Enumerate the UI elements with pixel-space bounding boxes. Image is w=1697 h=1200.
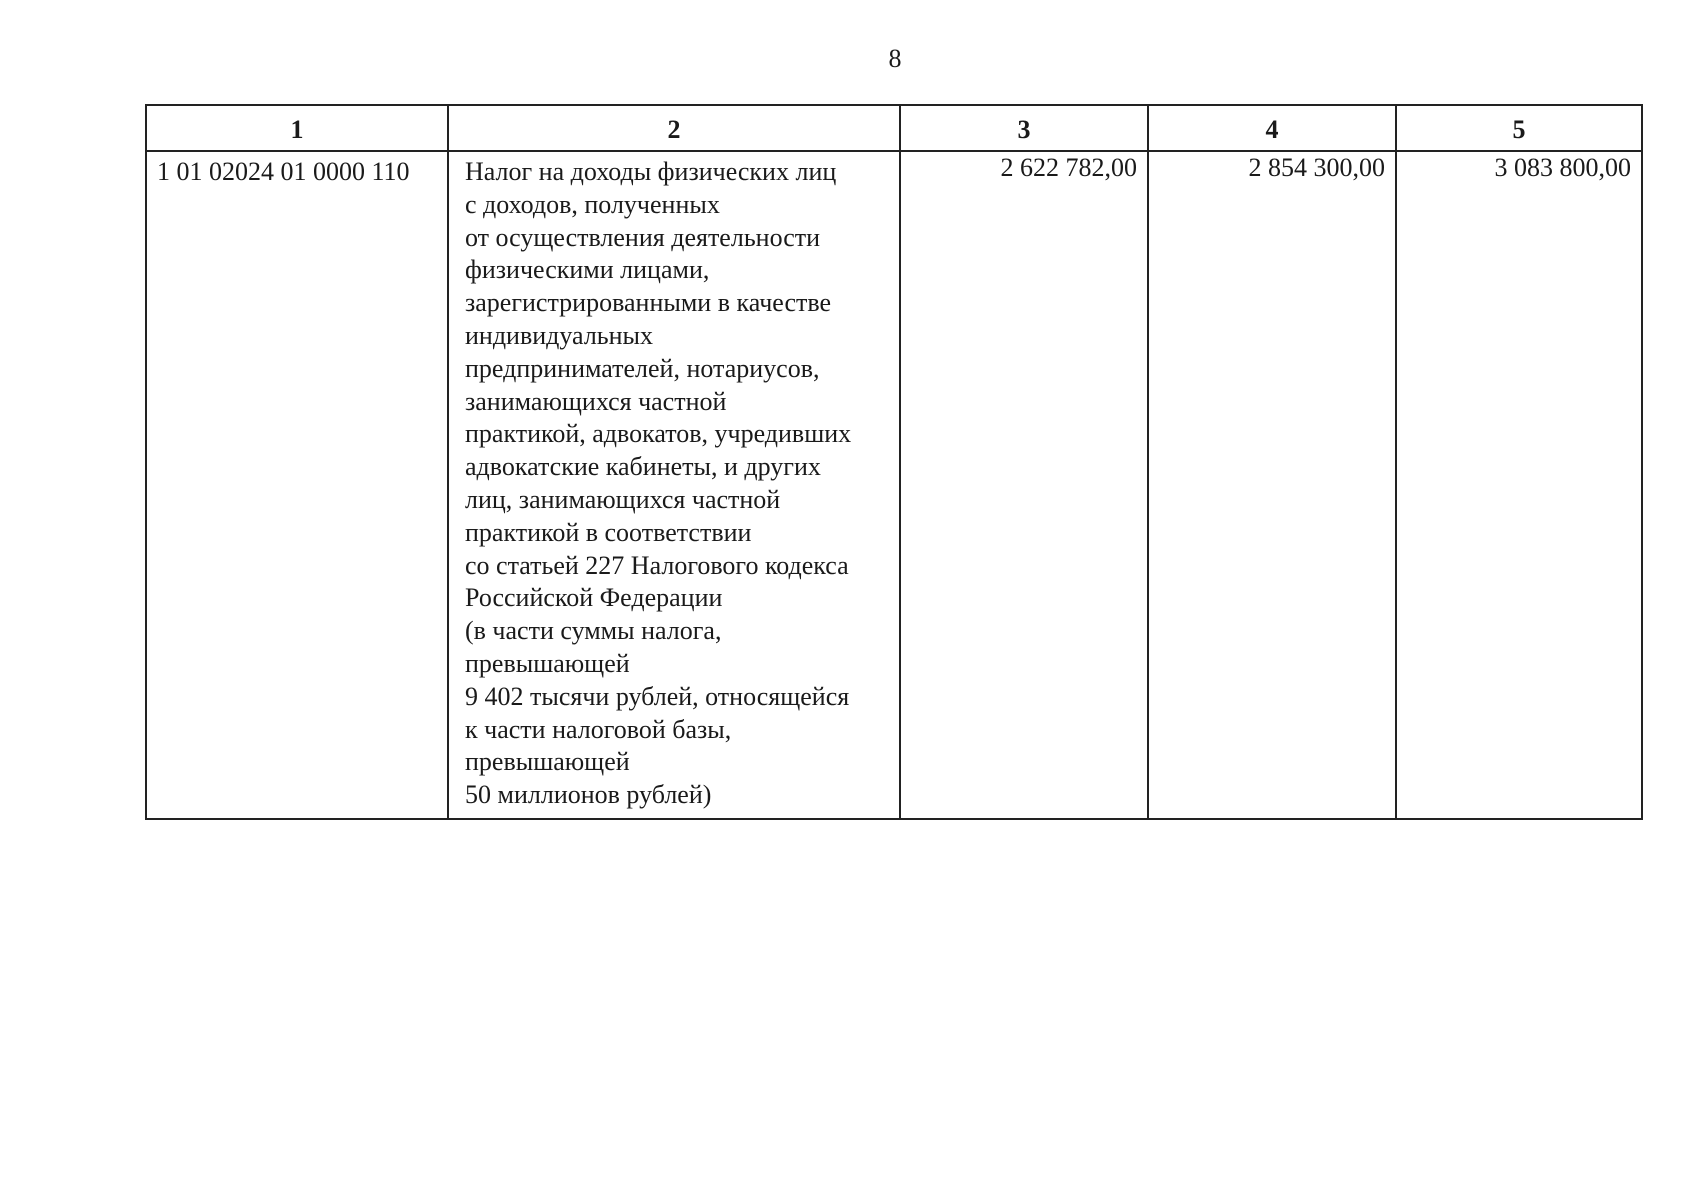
revenue-name-line: к части налоговой базы,	[465, 714, 732, 744]
page-number: 8	[888, 44, 902, 73]
amount-column-4: 2 854 300,00	[1148, 151, 1396, 819]
revenue-name-line: практикой в соответствии	[465, 517, 752, 547]
column-header-3: 3	[900, 105, 1148, 151]
column-header-5: 5	[1396, 105, 1642, 151]
revenue-name-line: (в части суммы налога,	[465, 616, 722, 646]
revenue-name-line: превышающей	[465, 648, 630, 678]
revenue-name-line: предпринимателей, нотариусов,	[465, 353, 820, 383]
revenue-name-line: со статьей 227 Налогового кодекса	[465, 550, 849, 580]
revenue-name-line: 50 миллионов рублей)	[465, 780, 712, 810]
revenue-name-line: Налог на доходы физических лиц	[465, 157, 837, 186]
amount-column-3: 2 622 782,00	[900, 151, 1148, 819]
column-header-2: 2	[448, 105, 900, 151]
revenue-name-line: лиц, занимающихся частной	[465, 484, 781, 514]
revenue-name-line: индивидуальных	[465, 320, 654, 350]
revenue-name-line: от осуществления деятельности	[465, 222, 821, 252]
revenue-name-line: зарегистрированными в качестве	[465, 288, 832, 318]
revenue-name-line: 9 402 тысячи рублей, относящейся	[465, 681, 850, 711]
revenue-name-line: с доходов, полученных	[465, 189, 720, 219]
column-header-1: 1	[146, 105, 448, 151]
table-header-row	[146, 105, 1642, 151]
revenue-name	[448, 151, 900, 819]
revenue-name-line: физическими лицами,	[465, 255, 710, 285]
budget-revenue-table	[145, 104, 1643, 820]
revenue-name-line: превышающей	[465, 747, 630, 777]
revenue-name-line: занимающихся частной	[465, 386, 727, 416]
revenue-name-line: адвокатские кабинеты, и других	[465, 452, 821, 482]
revenue-name-line: Российской Федерации	[465, 583, 723, 613]
table-row	[146, 151, 1642, 819]
budget-classification-code: 1 01 02024 01 0000 110	[146, 151, 448, 819]
amount-column-5: 3 083 800,00	[1396, 151, 1642, 819]
revenue-name-line: практикой, адвокатов, учредивших	[465, 419, 852, 449]
column-header-4: 4	[1148, 105, 1396, 151]
